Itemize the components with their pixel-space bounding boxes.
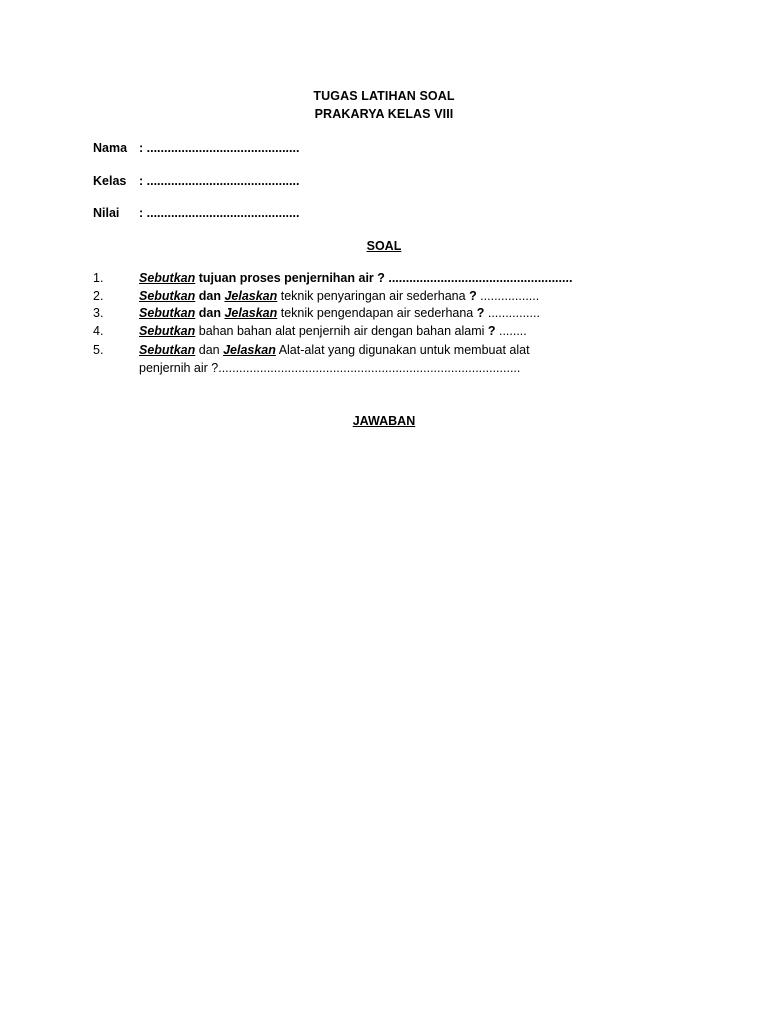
question-dots: ........ [495,324,527,338]
question-mark: ? [476,306,485,320]
question-number: 5. [93,343,104,357]
question-conjunction: dan [195,289,225,303]
field-nilai-label: Nilai [93,206,120,220]
question-number: 2. [93,289,104,303]
document-title: TUGAS LATIHAN SOAL [313,89,455,103]
question-continuation-text: penjernih air ?....................................................................................... [139,361,521,375]
question-mark: ? [469,289,477,303]
question-dots: ............... [484,306,540,320]
question-number: 1. [93,271,104,285]
question-rest: tujuan proses penjernihan air ? ..................................................... [195,271,573,285]
question-conjunction: dan [195,306,225,320]
question-keyword: Jelaskan [224,306,278,320]
question-text [139,271,572,285]
question-keyword: Sebutkan [139,324,196,338]
question-text [139,324,527,338]
question-rest: teknik pengendapan air sederhana [277,306,477,320]
field-nama-label: Nama [93,141,128,155]
question-text [139,289,539,303]
field-kelas [93,174,299,188]
question-keyword: Sebutkan [139,343,196,357]
question-keyword: Sebutkan [139,271,196,285]
question-rest: Alat-alat yang digunakan untuk membuat alat [275,343,530,357]
field-kelas-blank: : ............................................ [139,174,300,188]
question-keyword: Sebutkan [139,289,196,303]
jawaban-heading: JAWABAN [352,414,416,428]
field-nilai [93,206,299,220]
question-rest: teknik penyaringan air sederhana [277,289,470,303]
question-keyword: Jelaskan [224,289,278,303]
question-number: 4. [93,324,104,338]
question-dots: ................. [476,289,540,303]
question-text [139,343,530,357]
question-mark: ? [487,324,496,338]
field-nama [93,141,299,155]
question-rest: bahan bahan alat penjernih air dengan bahan alami [195,324,488,338]
question-conjunction: dan [195,343,224,357]
soal-heading: SOAL [366,239,402,253]
field-nama-blank: : ............................................ [139,141,300,155]
field-kelas-label: Kelas [93,174,127,188]
document-subtitle: PRAKARYA KELAS VIII [314,107,454,121]
question-keyword: Sebutkan [139,306,196,320]
question-number: 3. [93,306,104,320]
field-nilai-blank: : ............................................ [139,206,300,220]
question-text [139,306,540,320]
question-keyword: Jelaskan [223,343,276,357]
